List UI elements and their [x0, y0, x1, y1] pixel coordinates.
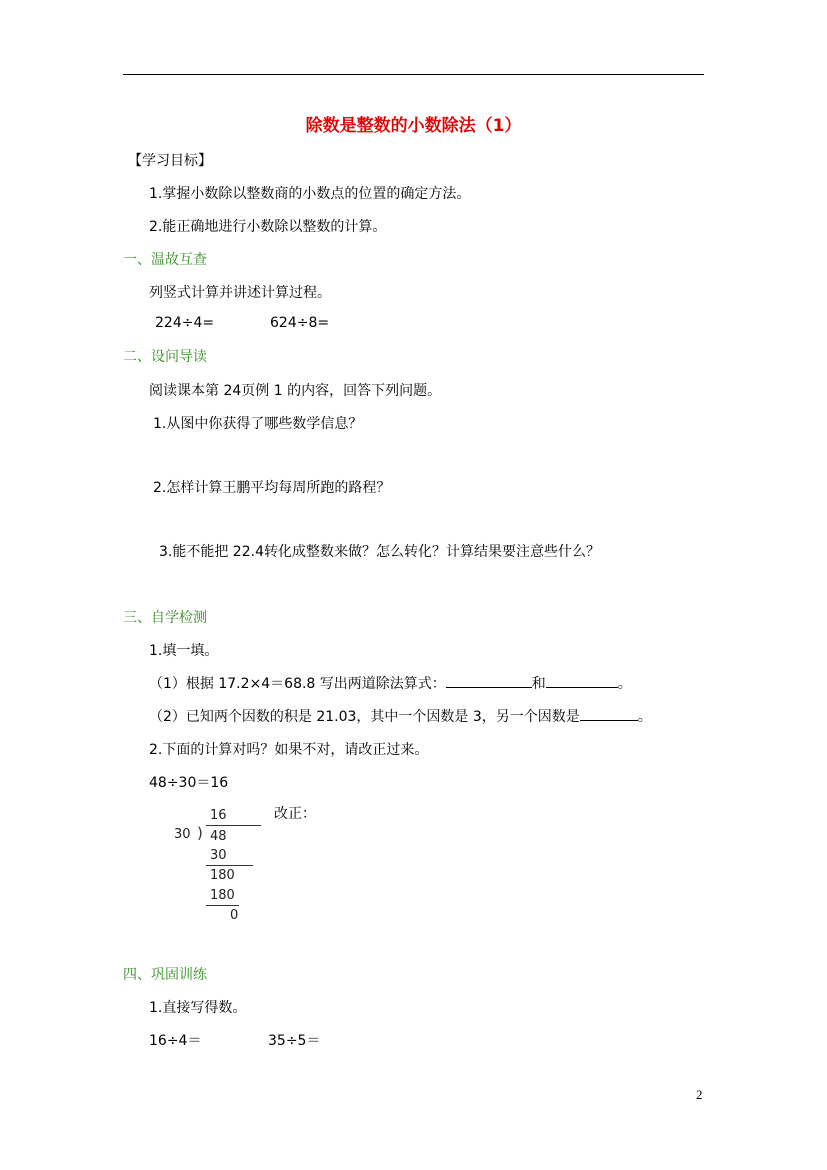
practice-problem: 35÷5＝ — [268, 1033, 321, 1049]
ld-dividend: 48 — [210, 829, 227, 844]
ld-final: 0 — [230, 908, 239, 923]
header-rule — [123, 74, 704, 75]
correction-prompt: 2.下面的计算对吗？如果不对，请改正过来。 — [149, 742, 429, 758]
section-heading-self-check: 三、自学检测 — [123, 610, 207, 626]
fill-in-question-2-end: 。 — [637, 709, 652, 725]
section-heading-review: 一、温故互查 — [123, 252, 207, 268]
objective-item: 2.能正确地进行小数除以整数的计算。 — [149, 219, 387, 235]
ld-bracket: ) — [197, 824, 203, 842]
ld-rule — [206, 905, 239, 906]
ld-step-2: 180 — [210, 888, 235, 903]
section-heading-practice: 四、巩固训练 — [123, 967, 207, 983]
answer-blank[interactable] — [446, 673, 532, 688]
long-division-figure — [160, 805, 270, 925]
objective-item: 1.掌握小数除以整数商的小数点的位置的确定方法。 — [149, 186, 471, 202]
objectives-heading: 【学习目标】 — [128, 153, 212, 169]
page-title: 除数是整数的小数除法（1） — [305, 116, 522, 136]
fill-in-question-2-text: （2）已知两个因数的积是 21.03，其中一个因数是 3，另一个因数是 — [149, 709, 580, 725]
page-number: 2 — [696, 1087, 703, 1102]
fill-in-question-1 — [149, 673, 632, 693]
answer-blank[interactable] — [546, 673, 618, 688]
fill-in-question-1-text: （1）根据 17.2×4＝68.8 写出两道除法算式： — [149, 676, 446, 692]
ld-step-1: 30 — [210, 848, 227, 863]
wrong-equation: 48÷30＝16 — [149, 775, 229, 791]
ld-quotient: 16 — [210, 808, 227, 823]
reading-question: 3.能不能把 22.4转化成整数来做？怎么转化？计算结果要注意些什么？ — [159, 544, 600, 560]
fill-in-question-2 — [149, 706, 652, 726]
ld-remainder-1: 180 — [210, 868, 235, 883]
review-problem: 224÷4= — [155, 315, 215, 331]
correction-label: 改正： — [274, 806, 316, 822]
ld-division-bar — [206, 825, 261, 826]
fill-in-question-1-and: 和 — [531, 676, 546, 692]
practice-prompt: 1.直接写得数。 — [149, 1000, 247, 1016]
reading-question: 1.从图中你获得了哪些数学信息？ — [153, 416, 363, 432]
review-instruction: 列竖式计算并讲述计算过程。 — [149, 285, 331, 301]
fill-in-question-1-end: 。 — [617, 676, 632, 692]
reading-question: 2.怎样计算王鹏平均每周所跑的路程？ — [153, 480, 391, 496]
ld-divisor: 30 — [174, 827, 191, 842]
ld-rule — [206, 865, 253, 866]
reading-intro: 阅读课本第 24页例 1 的内容，回答下列问题。 — [149, 383, 442, 399]
section-heading-guided-reading: 二、设问导读 — [123, 349, 207, 365]
answer-blank[interactable] — [580, 706, 638, 721]
fill-in-prompt: 1.填一填。 — [149, 643, 219, 659]
practice-problem: 16÷4＝ — [149, 1033, 202, 1049]
review-problem: 624÷8= — [270, 315, 330, 331]
